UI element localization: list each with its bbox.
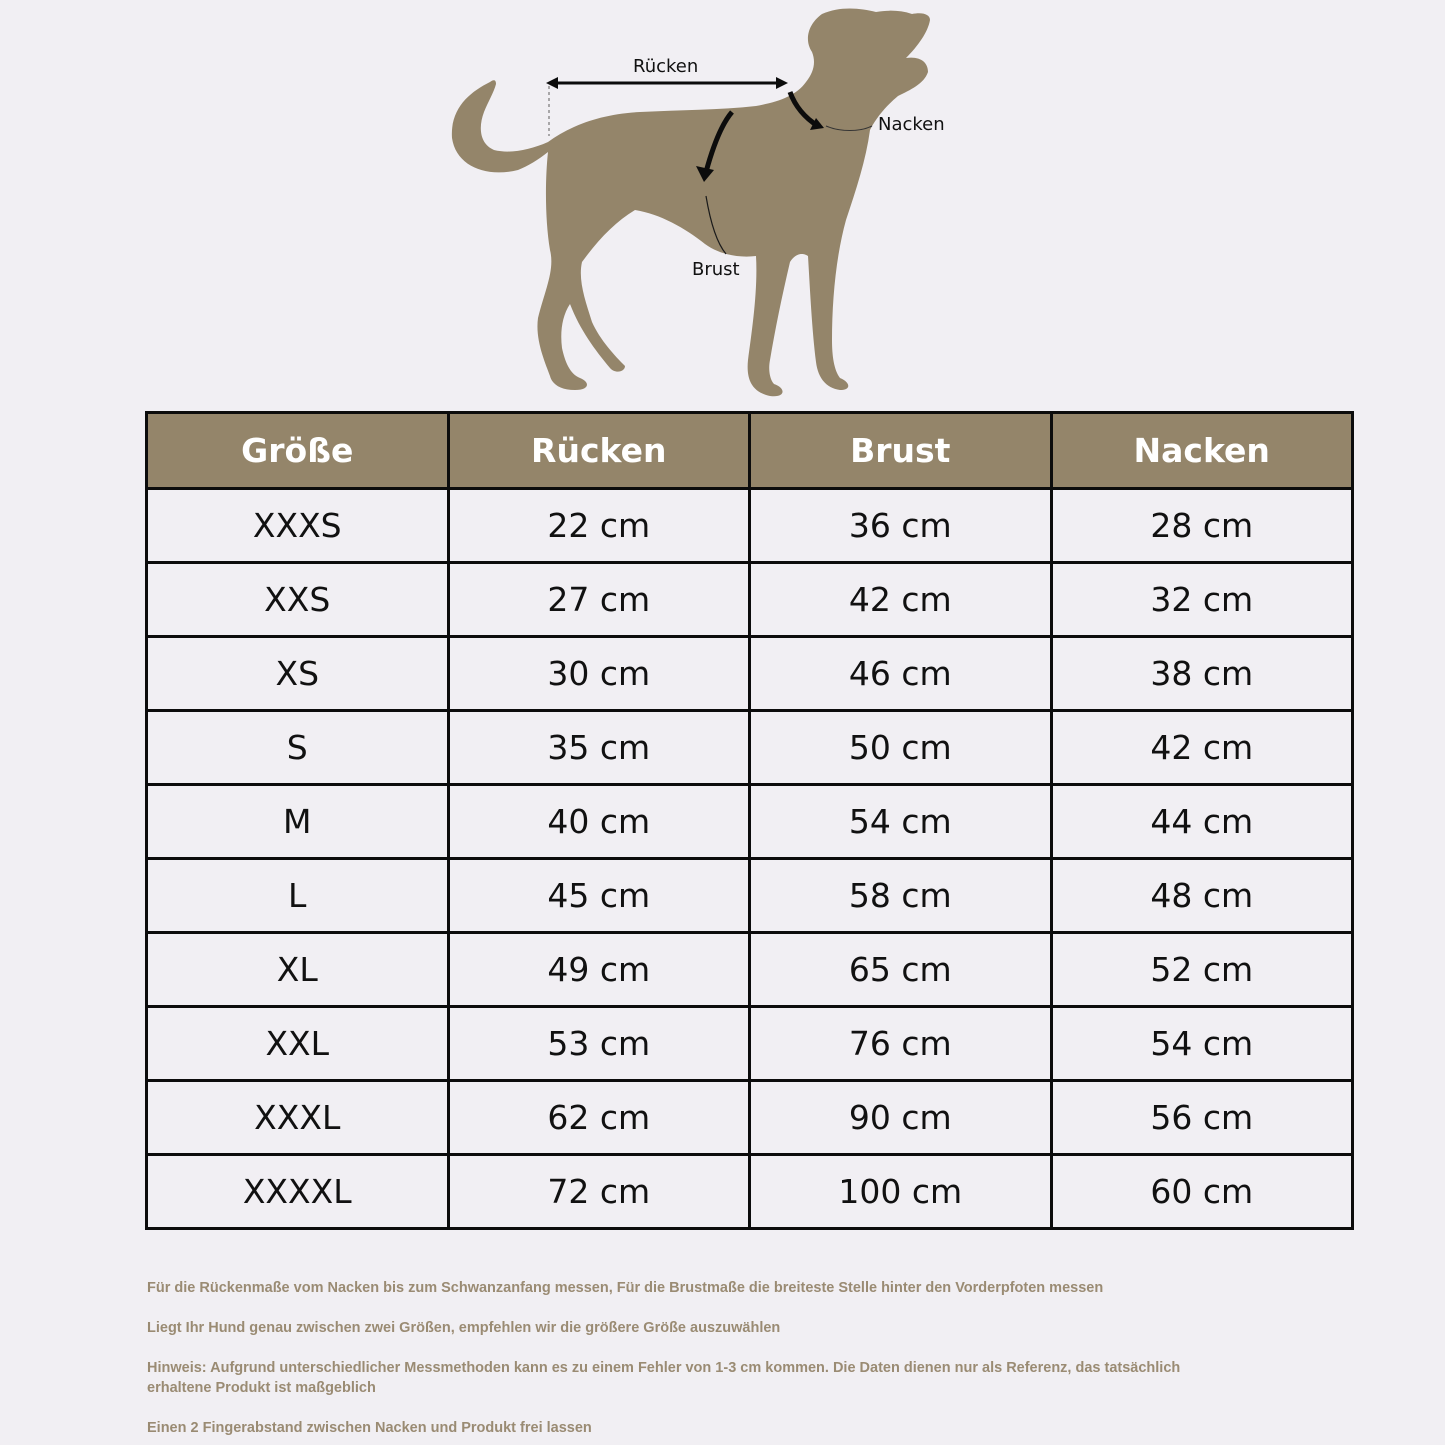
note-tolerance-disclaimer: Hinweis: Aufgrund unterschiedlicher Messmethoden kann es zu einem Fehler von 1-3 cm kommen. Die Daten dienen nur als Referenz, das tatsächlich erhaltene Produkt ist maßgeblich xyxy=(147,1360,1181,1396)
back-cell: 72 cm xyxy=(448,1155,750,1229)
neck-cell: 42 cm xyxy=(1051,711,1353,785)
neck-cell: 28 cm xyxy=(1051,489,1353,563)
size-cell: XXL xyxy=(147,1007,449,1081)
back-cell: 35 cm xyxy=(448,711,750,785)
neck-cell: 38 cm xyxy=(1051,637,1353,711)
table-row xyxy=(147,563,1353,637)
dog-measurement-figure xyxy=(0,0,1445,410)
size-cell: S xyxy=(147,711,449,785)
note-measuring-instructions: Für die Rückenmaße vom Nacken bis zum Schwanzanfang messen, Für die Brustmaße die breiteste Stelle hinter den Vorderpfoten messen xyxy=(147,1280,1104,1296)
chest-cell: 50 cm xyxy=(750,711,1052,785)
size-cell: XL xyxy=(147,933,449,1007)
table-row xyxy=(147,711,1353,785)
neck-cell: 32 cm xyxy=(1051,563,1353,637)
size-table xyxy=(145,411,1354,1230)
back-cell: 45 cm xyxy=(448,859,750,933)
chest-cell: 46 cm xyxy=(750,637,1052,711)
chest-cell: 42 cm xyxy=(750,563,1052,637)
size-cell: XXXXL xyxy=(147,1155,449,1229)
note-size-recommendation: Liegt Ihr Hund genau zwischen zwei Größen, empfehlen wir die größere Größe auszuwählen xyxy=(147,1320,781,1336)
back-measure-label: Rücken xyxy=(633,56,699,77)
back-cell: 53 cm xyxy=(448,1007,750,1081)
table-row xyxy=(147,1007,1353,1081)
table-row xyxy=(147,1081,1353,1155)
neck-cell: 60 cm xyxy=(1051,1155,1353,1229)
header-chest: Brust xyxy=(750,413,1052,489)
chest-cell: 36 cm xyxy=(750,489,1052,563)
chest-cell: 100 cm xyxy=(750,1155,1052,1229)
table-row xyxy=(147,637,1353,711)
size-cell: XXS xyxy=(147,563,449,637)
neck-measure-label: Nacken xyxy=(878,114,945,135)
back-cell: 62 cm xyxy=(448,1081,750,1155)
table-header-row xyxy=(147,413,1353,489)
neck-cell: 48 cm xyxy=(1051,859,1353,933)
chest-cell: 65 cm xyxy=(750,933,1052,1007)
header-size: Größe xyxy=(147,413,449,489)
size-cell: L xyxy=(147,859,449,933)
table-row xyxy=(147,859,1353,933)
size-cell: XS xyxy=(147,637,449,711)
chest-measure-label: Brust xyxy=(692,259,740,280)
table-row xyxy=(147,489,1353,563)
chest-cell: 76 cm xyxy=(750,1007,1052,1081)
back-cell: 40 cm xyxy=(448,785,750,859)
neck-cell: 54 cm xyxy=(1051,1007,1353,1081)
back-cell: 30 cm xyxy=(448,637,750,711)
back-cell: 22 cm xyxy=(448,489,750,563)
neck-cell: 52 cm xyxy=(1051,933,1353,1007)
table-row xyxy=(147,785,1353,859)
header-back: Rücken xyxy=(448,413,750,489)
chest-cell: 58 cm xyxy=(750,859,1052,933)
table-row xyxy=(147,933,1353,1007)
dog-silhouette-icon xyxy=(0,0,1445,410)
back-cell: 49 cm xyxy=(448,933,750,1007)
neck-cell: 56 cm xyxy=(1051,1081,1353,1155)
chest-cell: 90 cm xyxy=(750,1081,1052,1155)
size-cell: M xyxy=(147,785,449,859)
neck-cell: 44 cm xyxy=(1051,785,1353,859)
size-cell: XXXS xyxy=(147,489,449,563)
measurement-notes xyxy=(147,1278,1247,1445)
back-cell: 27 cm xyxy=(448,563,750,637)
note-finger-gap: Einen 2 Fingerabstand zwischen Nacken und Produkt frei lassen xyxy=(147,1420,592,1436)
chest-cell: 54 cm xyxy=(750,785,1052,859)
table-row xyxy=(147,1155,1353,1229)
header-neck: Nacken xyxy=(1051,413,1353,489)
size-cell: XXXL xyxy=(147,1081,449,1155)
